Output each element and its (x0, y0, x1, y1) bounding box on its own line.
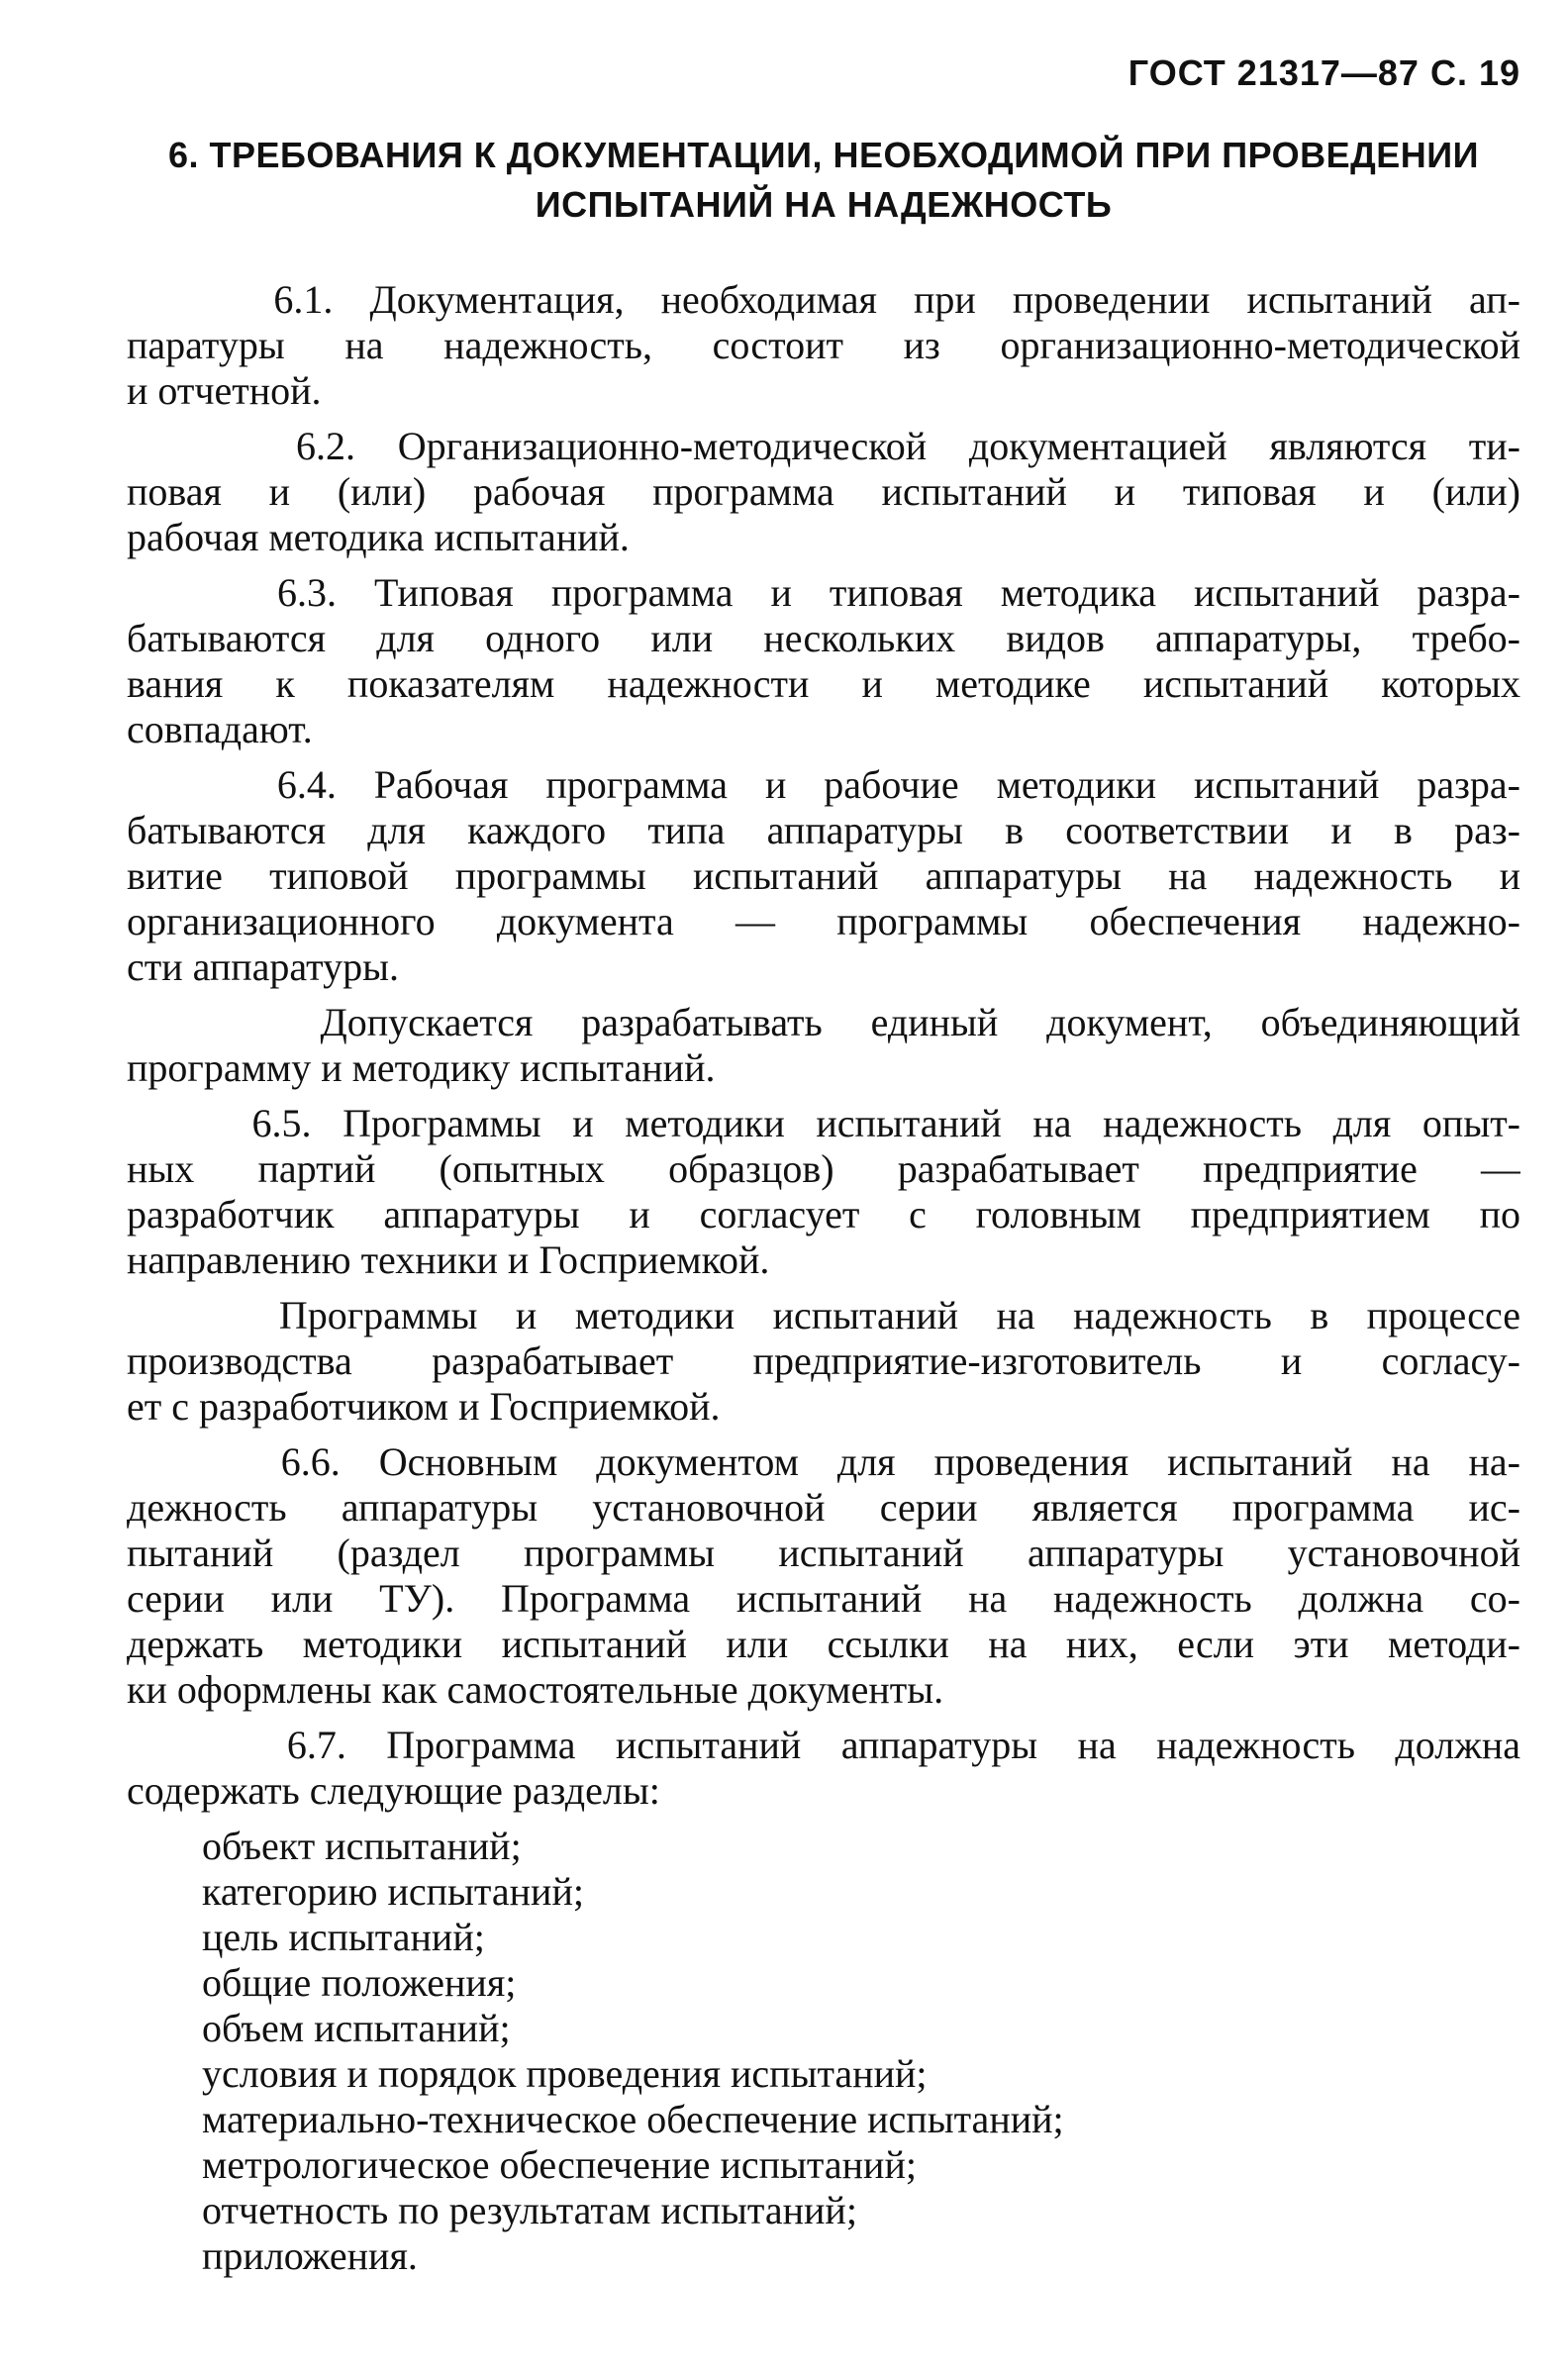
paragraph-line: рабочая методика испытаний. (127, 515, 630, 559)
paragraph-line: разработчик аппаратуры и согласует с головным предприятием по (127, 1192, 1520, 1236)
list-item: объект испытаний; (202, 1824, 522, 1868)
paragraph (127, 1723, 1520, 1814)
paragraph-line: и отчетной. (127, 368, 322, 413)
paragraph-line: производства разрабатывает предприятие-изготовитель и согласу- (127, 1338, 1520, 1383)
paragraph (127, 1293, 1520, 1430)
paragraph-line: повая и (или) рабочая программа испытаний и типовая и (или) (127, 469, 1520, 514)
paragraph-line: направлению техники и Госприемкой. (127, 1237, 770, 1282)
paragraph-line: дежность аппаратуры установочной серии является программа ис- (127, 1485, 1520, 1530)
paragraph-line: содержать следующие разделы: (127, 1768, 660, 1813)
paragraph-line: Допускается разрабатывать единый документ, объединяющий (127, 1000, 1520, 1044)
document-body (127, 277, 1520, 2279)
paragraph-line: батываются для каждого типа аппаратуры в соответствии и в раз- (127, 808, 1520, 852)
paragraph-line: организационного документа — программы обеспечения надежно- (127, 899, 1520, 943)
list-item: объем испытаний; (202, 2006, 511, 2050)
paragraph (127, 1439, 1520, 1713)
paragraph-line: ет с разработчиком и Госприемкой. (127, 1384, 721, 1429)
paragraph-line: витие типовой программы испытаний аппаратуры на надежность и (127, 853, 1520, 898)
page-header: ГОСТ 21317—87 С. 19 (1127, 52, 1520, 93)
list-item: отчетность по результатам испытаний; (202, 2188, 857, 2232)
section-title (127, 131, 1520, 230)
paragraph (127, 570, 1520, 752)
paragraph (127, 277, 1520, 414)
paragraph-line: 6.4. Рабочая программа и рабочие методики испытаний разра- (127, 762, 1520, 807)
paragraph-line: 6.6. Основным документом для проведения испытаний на на- (127, 1439, 1520, 1484)
list-item: цель испытаний; (202, 1915, 485, 1959)
list-item: материально-техническое обеспечение испытаний; (202, 2097, 1064, 2141)
paragraph-line: ки оформлены как самостоятельные документы. (127, 1667, 944, 1712)
paragraph-line: серии или ТУ). Программа испытаний на надежность должна со- (127, 1576, 1520, 1621)
paragraph-line: батываются для одного или нескольких видов аппаратуры, требо- (127, 616, 1520, 660)
paragraph (127, 424, 1520, 560)
list-item: общие положения; (202, 1960, 517, 2005)
paragraph-line: 6.7. Программа испытаний аппаратуры на надежность должна (127, 1723, 1520, 1767)
paragraph-line: держать методики испытаний или ссылки на них, если эти методи- (127, 1622, 1520, 1666)
paragraph-line: Программы и методики испытаний на надежность в процессе (127, 1293, 1520, 1337)
list-item: условия и порядок проведения испытаний; (202, 2051, 928, 2096)
paragraph-line: вания к показателям надежности и методике испытаний которых (127, 661, 1520, 706)
paragraphs (127, 277, 1520, 1824)
paragraph-line: ных партий (опытных образцов) разрабатывает предприятие — (127, 1146, 1520, 1191)
paragraph-line: программу и методику испытаний. (127, 1045, 716, 1090)
paragraph (127, 1101, 1520, 1283)
paragraph-line: сти аппаратуры. (127, 944, 399, 989)
section-title-line-2: ИСПЫТАНИЙ НА НАДЕЖНОСТЬ (535, 184, 1113, 225)
paragraph-line: 6.1. Документация, необходимая при проведении испытаний ап- (127, 277, 1520, 322)
sections-list (127, 1824, 1520, 2279)
paragraph-line: 6.3. Типовая программа и типовая методика испытаний разра- (127, 570, 1520, 615)
paragraph-line: паратуры на надежность, состоит из организационно-методической (127, 323, 1520, 367)
list-item: категорию испытаний; (202, 1869, 584, 1914)
section-title-line-1: 6. ТРЕБОВАНИЯ К ДОКУМЕНТАЦИИ, НЕОБХОДИМОЙ ПРИ ПРОВЕДЕНИИ (167, 135, 1480, 175)
paragraph-line: пытаний (раздел программы испытаний аппаратуры установочной (127, 1531, 1520, 1575)
paragraph (127, 1000, 1520, 1091)
paragraph (127, 762, 1520, 990)
paragraph-line: 6.2. Организационно-методической документацией являются ти- (127, 424, 1520, 468)
list-item: метрологическое обеспечение испытаний; (202, 2142, 917, 2187)
list-item: приложения. (202, 2233, 418, 2278)
paragraph-line: 6.5. Программы и методики испытаний на надежность для опыт- (127, 1101, 1520, 1145)
paragraph-line: совпадают. (127, 707, 313, 751)
